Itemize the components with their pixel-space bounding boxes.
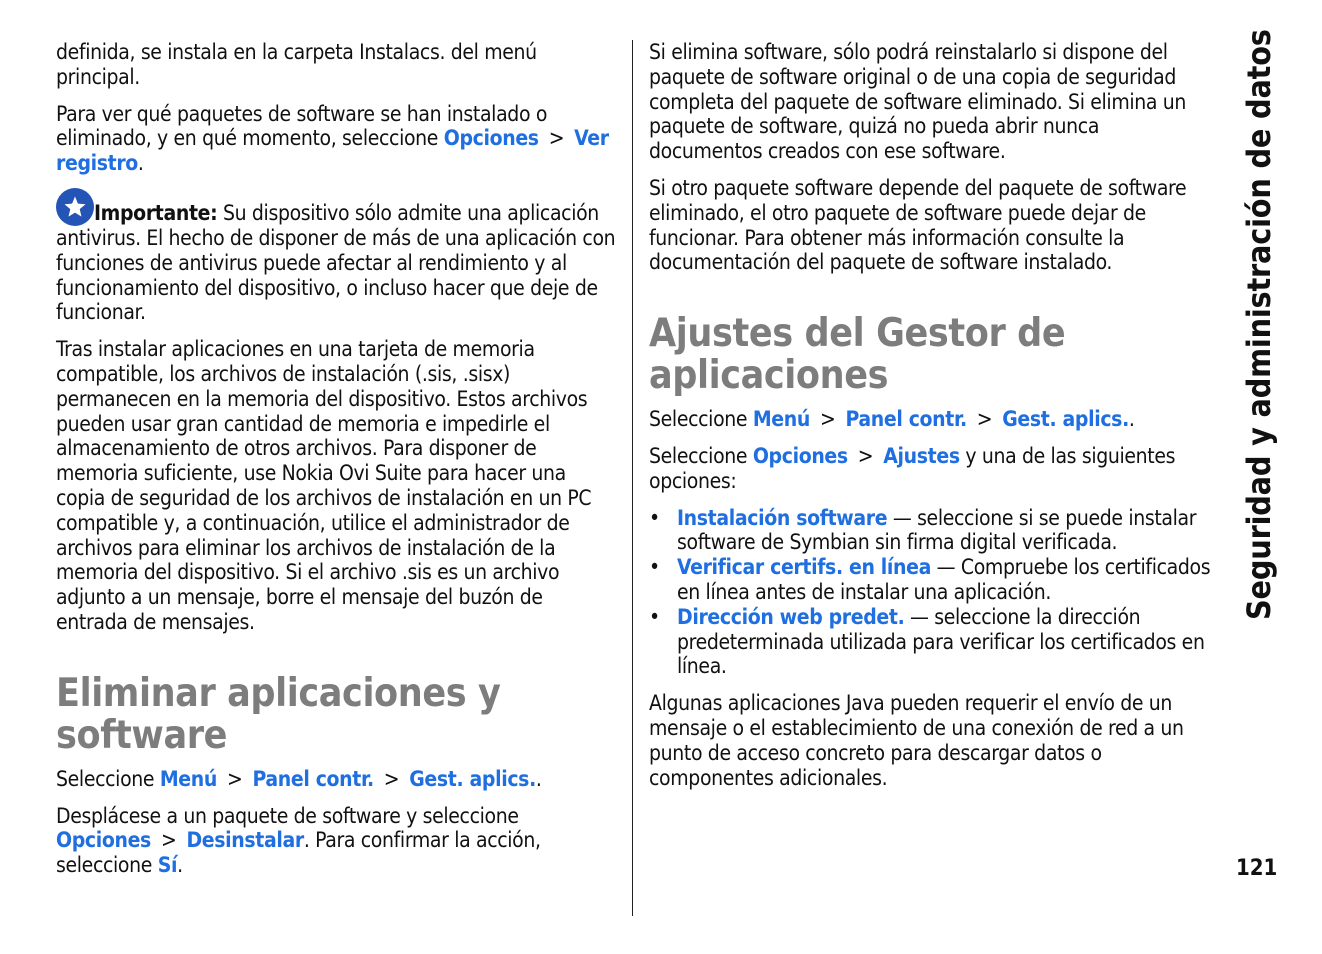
menu-separator: > — [819, 407, 836, 432]
paragraph-settings-path — [649, 444, 1211, 494]
menu-separator: > — [976, 407, 993, 432]
option-install-software[interactable]: Instalación software — [677, 505, 888, 530]
paragraph-uninstall — [56, 804, 618, 878]
bullet: • — [649, 505, 660, 530]
left-column — [56, 40, 618, 890]
link-menu[interactable]: Menú — [159, 766, 217, 791]
link-options[interactable]: Opciones — [56, 828, 151, 853]
list-item — [649, 605, 1211, 679]
paragraph-continuation: definida, se instala en la carpeta Instalacs. del menú principal. — [56, 40, 537, 89]
important-note — [56, 188, 618, 325]
paragraph-text: Seleccione — [649, 407, 753, 432]
option-description: — seleccione si se puede instalar software de Symbian sin firma digital verificada. — [677, 505, 1197, 555]
paragraph-end: . — [137, 151, 144, 176]
options-list — [649, 506, 1211, 680]
bullet: • — [649, 604, 660, 629]
important-text: Su dispositivo sólo admite una aplicación antivirus. El hecho de disponer de más de una aplicación con funciones de antivirus puede afectar al rendimiento y al funcionamiento del dispositivo, o incluso hacer que deje de funcionar. — [56, 200, 616, 325]
paragraph-end: . — [177, 853, 183, 878]
section-heading-settings: Ajustes del Gestor de aplicaciones — [649, 311, 1066, 399]
menu-separator: > — [857, 443, 874, 468]
paragraph-select-path — [649, 407, 1211, 432]
link-app-manager[interactable]: Gest. aplics. — [1002, 407, 1129, 432]
link-uninstall[interactable]: Desinstalar — [186, 828, 304, 853]
page-number: 121 — [1236, 856, 1278, 881]
paragraph-dependency: Si otro paquete software depende del paquete de software eliminado, el otro paquete de software puede dejar de funcionar. Para obtener más información consulte la documentación del paquete de software instalado. — [649, 175, 1187, 275]
paragraph-text: Seleccione — [56, 766, 160, 791]
star-icon — [56, 188, 94, 226]
bullet: • — [649, 555, 660, 580]
paragraph-install-files: Tras instalar aplicaciones en una tarjeta de memoria compatible, los archivos de instalación (.sis, .sisx) permanecen en la memoria del dispositivo. Estos archivos pueden usar gran cantidad de memoria e impedirle el almacenamiento de otros archivos. Para disponer de memoria suficiente, use Nokia Ovi Suite para hacer una copia de seguridad de los archivos de instalación en un PC compatible y, a continuación, utilice el administrador de archivos para eliminar los archivos de instalación de la memoria del dispositivo. Si el archivo .sis es un archivo adjunto a un mensaje, borre el mensaje del buzón de entrada de mensajes. — [56, 337, 592, 634]
paragraph-end: . — [535, 766, 542, 791]
paragraph-end: y una de las siguientes opciones: — [649, 443, 1176, 493]
paragraph-text: . Para confirmar la acción, seleccione — [56, 828, 541, 878]
paragraph-java: Algunas aplicaciones Java pueden requerir el envío de un mensaje o el establecimiento de una conexión de red a un punto de acceso concreto para descargar datos o componentes adicionales. — [649, 691, 1184, 790]
link-menu[interactable]: Menú — [752, 407, 810, 432]
link-view-log[interactable]: Ver registro — [56, 126, 609, 176]
link-app-manager[interactable]: Gest. aplics. — [409, 766, 536, 791]
paragraph-text: Para ver qué paquetes de software se han instalado o eliminado, y en qué momento, seleccione — [56, 101, 548, 151]
important-label: Importante: — [94, 200, 218, 225]
option-default-web-address[interactable]: Dirección web predet. — [677, 604, 905, 629]
paragraph-end: . — [1128, 407, 1135, 432]
paragraph-select-path — [56, 767, 618, 792]
list-item — [649, 506, 1211, 556]
list-item — [649, 555, 1211, 605]
paragraph-view-log — [56, 102, 618, 176]
link-options[interactable]: Opciones — [443, 126, 539, 151]
menu-separator: > — [383, 766, 400, 791]
column-divider — [632, 40, 633, 916]
link-yes[interactable]: Sí — [157, 853, 178, 878]
option-verify-certs[interactable]: Verificar certifs. en línea — [677, 555, 932, 580]
option-description: — Compruebe los certificados en línea antes de instalar una aplicación. — [677, 555, 1211, 604]
menu-separator: > — [160, 828, 177, 853]
menu-separator: > — [226, 766, 243, 791]
link-control-panel[interactable]: Panel contr. — [252, 766, 374, 791]
link-options[interactable]: Opciones — [752, 443, 848, 468]
paragraph-text: Seleccione — [649, 443, 753, 468]
link-settings[interactable]: Ajustes — [883, 443, 960, 468]
option-description: — seleccione la dirección predeterminada utilizada para verificar los certificados en línea. — [677, 604, 1205, 679]
paragraph-reinstall: Si elimina software, sólo podrá reinstalarlo si dispone del paquete de software original o de una copia de seguridad completa del paquete de software eliminado. Si elimina un paquete de software, quizá no pueda abrir nunca documentos creados con ese software. — [649, 40, 1187, 164]
link-control-panel[interactable]: Panel contr. — [845, 407, 967, 432]
menu-separator: > — [548, 126, 565, 151]
chapter-side-title: Seguridad y administración de datos — [1240, 29, 1278, 620]
section-heading-remove: Eliminar aplicaciones y software — [56, 670, 501, 758]
right-column — [649, 40, 1211, 802]
paragraph-text: Desplácese a un paquete de software y seleccione — [56, 803, 519, 828]
